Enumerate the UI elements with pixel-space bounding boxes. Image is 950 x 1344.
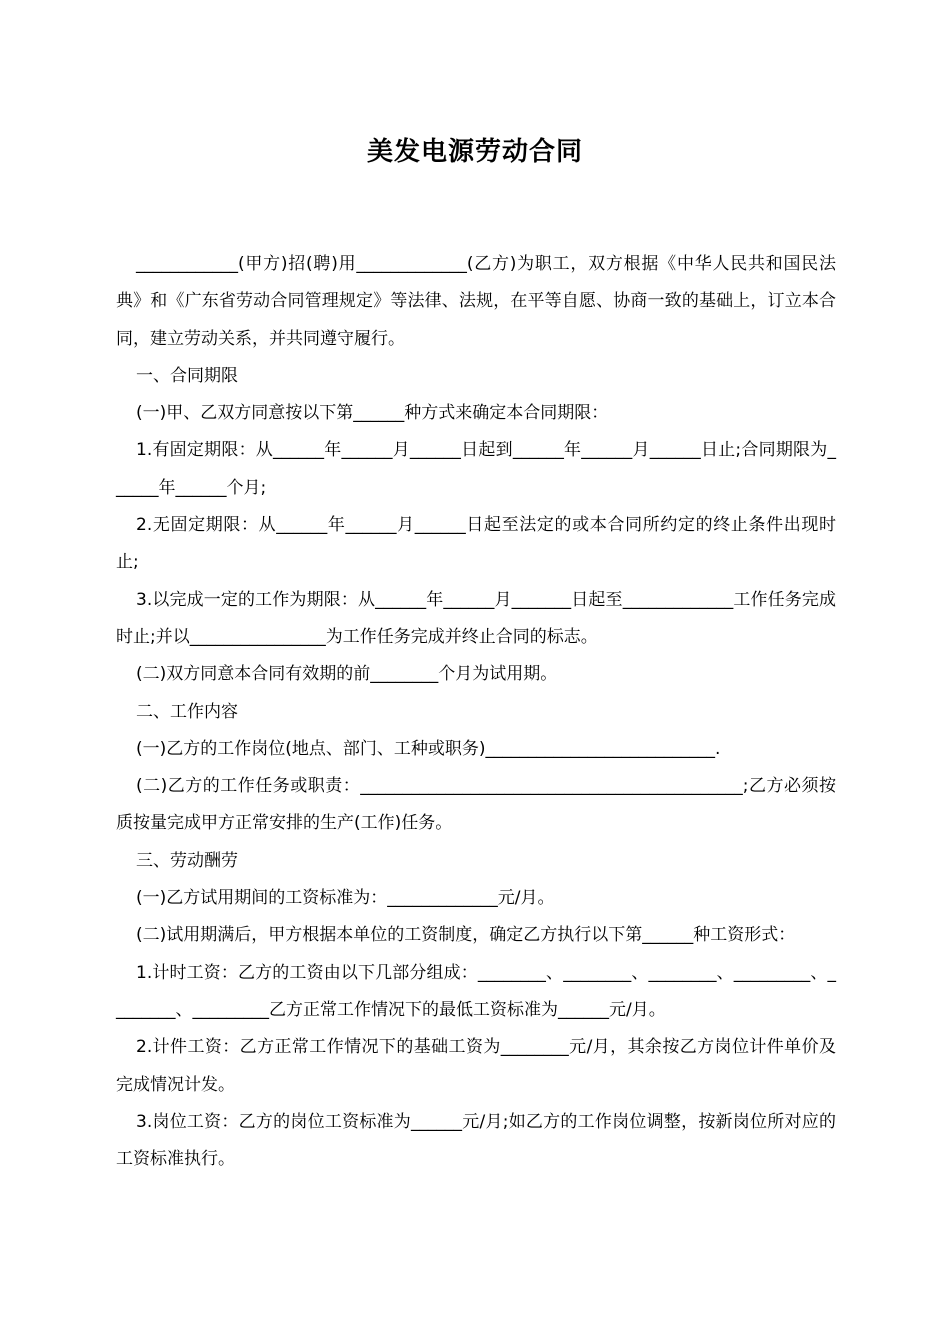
- paragraph-fixed-term: 1.有固定期限：从______年______月______日起到______年______月______日止;合同期限为______年______个月;: [116, 440, 836, 498]
- document-title: 美发电源劳动合同: [366, 137, 583, 167]
- paragraph-time-wage: 1.计时工资：乙方的工资由以下几部分组成：________、________、________、_________、________、_________乙方正常工作情况下的最低工资标准为______元/月。: [116, 962, 836, 1020]
- paragraph-work-position: (一)乙方的工作岗位(地点、部门、工种或职务)___________________________.: [136, 738, 721, 759]
- paragraph-open-term: 2.无固定期限：从______年______月______日起至法定的或本合同所约定的终止条件出现时止;: [116, 515, 836, 573]
- section-heading-work-content: 二、工作内容: [136, 701, 238, 722]
- paragraph-wage-form: (二)试用期满后，甲方根据本单位的工资制度，确定乙方执行以下第______种工资形式：: [136, 925, 796, 946]
- paragraph-position-wage: 3.岗位工资：乙方的岗位工资标准为______元/月;如乙方的工作岗位调整，按新岗位所对应的工资标准执行。: [116, 1111, 836, 1170]
- section-heading-remuneration: 三、劳动酬劳: [136, 850, 238, 871]
- paragraph-preamble: ____________(甲方)招(聘)用_____________(乙方)为职工，双方根据《中华人民共和国民法典》和《广东省劳动合同管理规定》等法律、法规，在平等自愿、协商一致的基础上，订立本合同，建立劳动关系，并共同遵守履行。: [116, 254, 836, 349]
- section-heading-contract-term: 一、合同期限: [136, 365, 238, 386]
- paragraph-piece-wage: 2.计件工资：乙方正常工作情况下的基础工资为________元/月，其余按乙方岗位计件单价及完成情况计发。: [116, 1037, 836, 1095]
- paragraph-task-term: 3.以完成一定的工作为期限：从______年______月_______日起至_____________工作任务完成时止;并以________________为工作任务完成并终止合同的标志。: [116, 589, 836, 647]
- paragraph-work-duties: (二)乙方的工作任务或职责：_____________________________________________;乙方必须按质按量完成甲方正常安排的生产(工作)任务。: [116, 776, 836, 834]
- paragraph-probation: (二)双方同意本合同有效期的前________个月为试用期。: [136, 664, 558, 685]
- paragraph-probation-wage: (一)乙方试用期间的工资标准为：_____________元/月。: [136, 888, 555, 909]
- paragraph-term-method: (一)甲、乙双方同意按以下第______种方式来确定本合同期限：: [136, 403, 609, 424]
- document-body: [116, 246, 836, 1178]
